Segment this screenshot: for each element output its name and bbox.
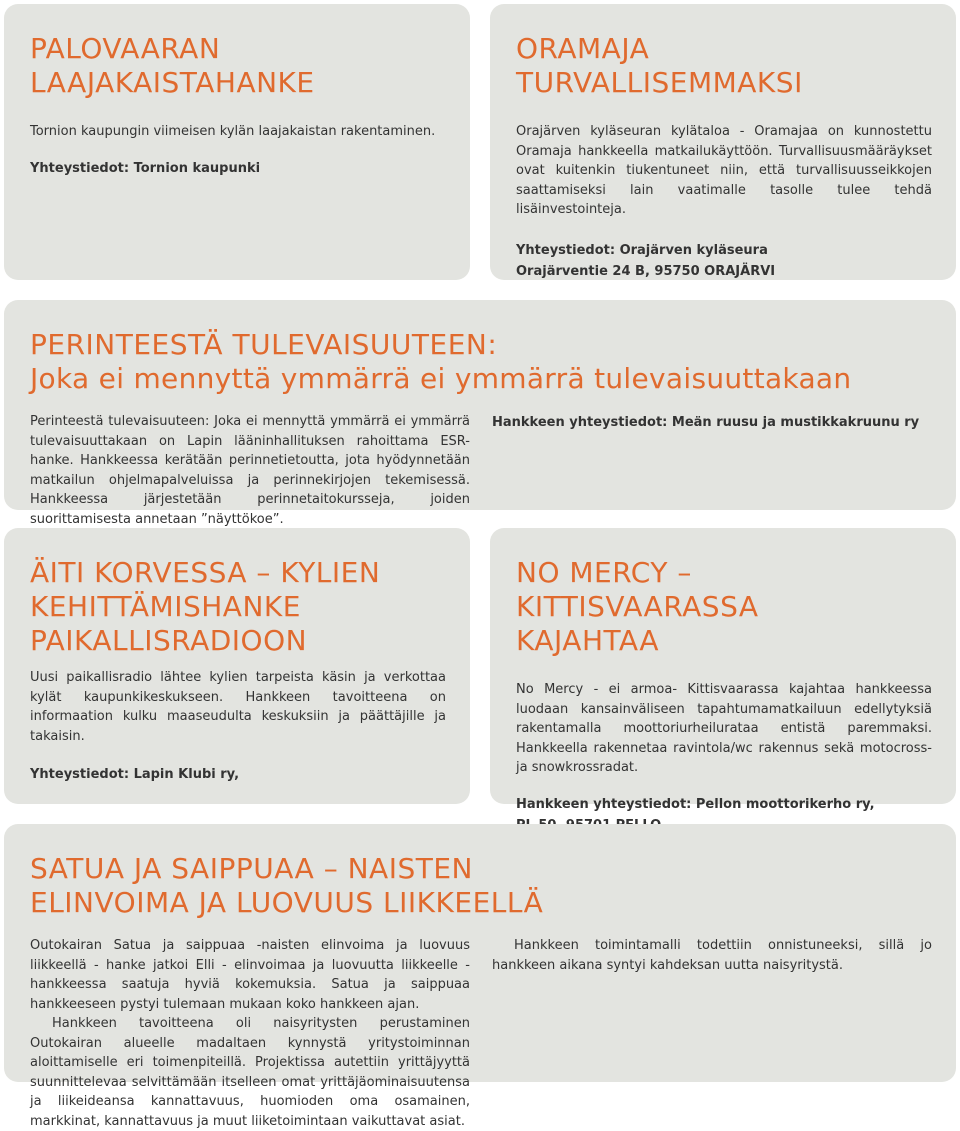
card-contact: Yhteystiedot: Lapin Klubi ry,: [30, 767, 240, 783]
card-body-paragraph-1: Outokairan Satua ja saippuaa -naisten elinvoima ja luovuus liikkeellä - hanke jatkoi Elli - elinvoimaa ja luovuutta liikkeelle -hankkeessa saatuja hyviä kokemuksia. Satua ja saippuaa hankkeeseen pystyi tulemaan mukaan koko hankkeen ajan.: [30, 938, 470, 1012]
project-card-oramaja: [490, 4, 956, 280]
card-contact: Hankkeen yhteystiedot: Meän ruusu ja mustikkakruunu ry: [492, 415, 920, 431]
column-left: [30, 412, 470, 529]
column-left: [30, 936, 470, 1131]
card-body: Uusi paikallisradio lähtee kylien tarpeista käsin ja verkottaa kylät kaupunkikeskukseen. Hankkeen tavoitteena on informaation kulku maaseudulta keskuksiin ja päättäjille ja takaisin.: [30, 670, 446, 744]
column-right: [492, 412, 932, 529]
card-title: PALOVAARAN LAAJAKAISTAHANKE: [30, 32, 315, 100]
card-columns: [30, 936, 932, 1131]
card-title: SATUA JA SAIPPUAA – NAISTEN ELINVOIMA JA LUOVUUS LIIKKEELLÄ: [30, 852, 544, 920]
card-title: ÄITI KORVESSA – KYLIEN KEHITTÄMISHANKE PAIKALLISRADIOON: [30, 556, 381, 658]
project-card-palovaara: [4, 4, 470, 280]
card-title: ORAMAJA TURVALLISEMMAKSI: [516, 32, 803, 100]
card-subtitle: Joka ei mennyttä ymmärrä ei ymmärrä tulevaisuuttakaan: [30, 362, 852, 396]
column-right: [492, 936, 932, 1131]
card-body: Tornion kaupungin viimeisen kylän laajakaistan rakentaminen.: [30, 124, 436, 140]
card-title: PERINTEESTÄ TULEVAISUUTEEN:: [30, 328, 498, 361]
project-card-satua-ja-saippuaa: [4, 824, 956, 1129]
project-card-perinteesta: [4, 300, 956, 527]
card-contact: Yhteystiedot: Orajärven kyläseura Orajärventie 24 B, 95750 ORAJÄRVI: [516, 242, 776, 279]
project-card-no-mercy: [490, 528, 956, 812]
card-body: No Mercy - ei armoa- Kittisvaarassa kajahtaa hankkeessa luodaan kansainväliseen tapahtumamatkailuun edellytyksiä rakentamalla moottoriurheilurataa entistä paremmaksi. Hankkeella rakennetaa ravintola/wc rakennus sekä motocross- ja snowkrossradat.: [516, 682, 932, 776]
card-body: Orajärven kyläseuran kylätaloa - Oramajaa on kunnostettu Oramaja hankkeella matkailukäyttöön. Turvallisuusmääräykset ovat kuitenkin tiukentuneet niin, että turvallisuusseikkojen saattamiseksi lain vaatimalle tasolle tulee tehdä lisäinvestointeja.: [516, 124, 932, 218]
card-columns: [30, 412, 932, 529]
card-title: NO MERCY – KITTISVAARASSA KAJAHTAA: [516, 556, 759, 658]
card-contact: Yhteystiedot: Tornion kaupunki: [30, 160, 261, 176]
card-body: Perinteestä tulevaisuuteen: Joka ei mennyttä ymmärrä ei ymmärrä tulevaisuuttakaan on Lapin lääninhallituksen rahoittama ESR-hanke. Hankkeessa kerätään perinnetietoutta, jota hyödynnetään matkailun ohjelmapalveluissa ja perinnekirjojen tekemisessä. Hankkeessa järjestetään perinnetaitokursseja, joiden suorittamisesta annetaan ”näyttökoe”.: [30, 414, 470, 527]
card-body-paragraph-3: Hankkeen toimintamalli todettiin onnistuneeksi, sillä jo hankkeen aikana syntyi kahdeksan uutta naisyritystä.: [492, 938, 932, 973]
project-card-aiti-korvessa: [4, 528, 470, 804]
card-contact: Hankkeen yhteystiedot: Pellon moottorikerho ry,: [516, 796, 875, 812]
card-body-paragraph-2: Hankkeen tavoitteena oli naisyritysten perustaminen Outokairan alueelle madaltaen kynnystä yritystoiminnan aloittamiselle eri toimenpiteillä. Projektissa autettiin yrittäjyyttä suunnittelevaa selvittämään itselleen omat yrittäjäominaisuutensa ja liikeideansa kannattavuus, huomioden oma osamainen, markkinat, kannattavuus ja muut liiketoimintaan vaikuttavat asiat.: [30, 1016, 470, 1129]
